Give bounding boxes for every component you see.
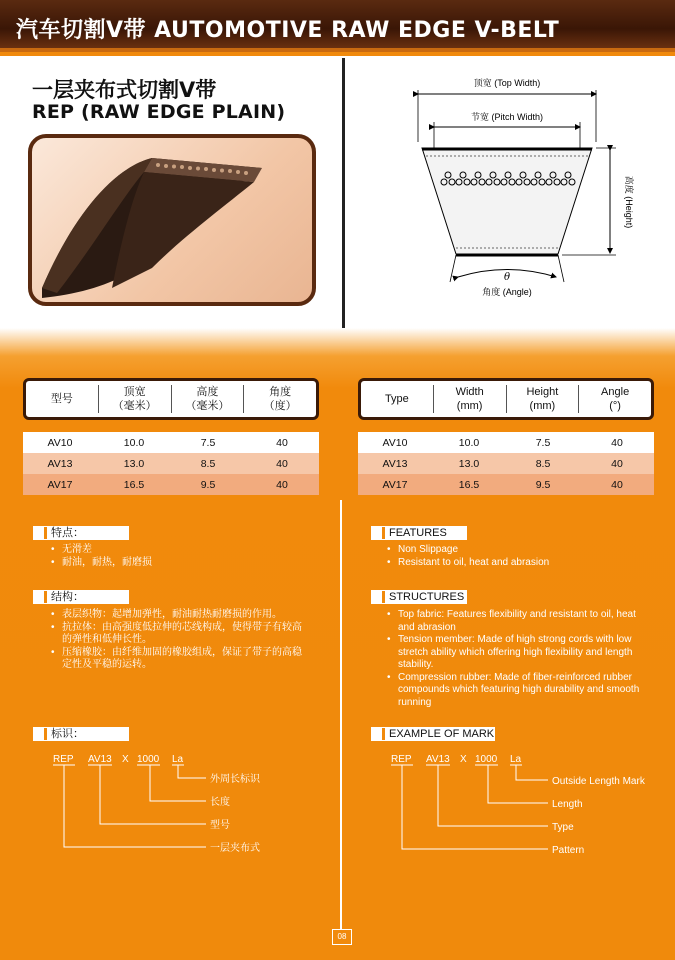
header-cell: Width (mm) (433, 385, 506, 413)
legend-item: 型号 (210, 820, 230, 831)
structures-list-cn (48, 609, 310, 672)
list-item: • 耐油，耐热，耐磨损 (48, 557, 328, 570)
mark-diagram-en (378, 748, 668, 858)
angle-symbol: θ (503, 272, 511, 283)
structures-label-en: STRUCTURES (371, 590, 467, 604)
legend-item: 外周长标识 (210, 774, 260, 785)
page-header (0, 0, 675, 52)
mark-label-en: EXAMPLE OF MARK (371, 727, 495, 741)
list-item: • 抗拉体：由高强度低拉伸的芯线构成，使得带子有较高的弹性和低伸长性。 (48, 622, 310, 647)
column-divider (340, 500, 342, 940)
belt-cross-section-diagram (400, 72, 640, 304)
code-x: X (460, 754, 467, 765)
legend-item: Outside Length Mark (552, 776, 645, 787)
features-list-cn (48, 544, 328, 569)
belt-photo (28, 134, 316, 306)
code-la: La (172, 754, 184, 765)
height-label: 高度 (Height) (624, 175, 634, 229)
mark-label-cn: 标识： (33, 727, 129, 741)
list-item: • Top fabric: Features flexibility and resistant to oil, heat and abrasion (384, 609, 654, 634)
list-item: • 压缩橡胶：由纤维加固的橡胶组成，保证了带子的高稳定性及平稳的运转。 (48, 647, 310, 672)
table-row: AV10 10.0 7.5 40 (23, 432, 319, 453)
divider-line (342, 58, 345, 328)
product-title-en: REP (RAW EDGE PLAIN) (32, 101, 286, 123)
list-item: • Tension member: Made of high strong cords with low stretch ability which offering high flexibility and length stability. (384, 634, 654, 672)
table-row: AV10 10.0 7.5 40 (358, 432, 654, 453)
features-label-en: FEATURES (371, 526, 467, 540)
header-cell: Angle (°) (578, 385, 651, 413)
mark-diagram-cn (40, 748, 300, 858)
list-item: • 表层织物：起增加弹性，耐油耐热耐磨损的作用。 (48, 609, 310, 622)
spec-table-cn (23, 378, 319, 495)
list-item: • Non Slippage (384, 544, 654, 557)
code-type: AV13 (88, 754, 112, 765)
product-title-cn: 一层夹布式切割V带 (32, 78, 217, 102)
page-number: 08 (332, 929, 352, 945)
top-width-label: 顶宽 (Top Width) (473, 78, 541, 88)
table-header (358, 378, 654, 420)
belt-illustration (32, 138, 312, 302)
code-type: AV13 (426, 754, 450, 765)
angle-label: 角度 (Angle) (482, 287, 532, 297)
legend-item: Type (552, 822, 574, 833)
legend-item: Length (552, 799, 583, 810)
header-cell: 顶宽 （毫米） (98, 385, 171, 413)
legend-item: 一层夹布式 (210, 843, 260, 854)
code-x: X (122, 754, 129, 765)
code-la: La (510, 754, 522, 765)
code-rep: REP (391, 754, 412, 765)
list-item: • 无滑差 (48, 544, 328, 557)
spec-table-en (358, 378, 654, 495)
table-header (23, 378, 319, 420)
code-rep: REP (53, 754, 74, 765)
header-cell: 型号 (50, 393, 73, 405)
structures-list-en (384, 609, 654, 709)
header-title: 汽车切割V带 AUTOMOTIVE RAW EDGE V-BELT (16, 18, 560, 43)
table-row: AV13 13.0 8.5 40 (358, 453, 654, 474)
table-row: AV17 16.5 9.5 40 (358, 474, 654, 495)
structures-label-cn: 结构： (33, 590, 129, 604)
header-cell: Height (mm) (506, 385, 579, 413)
features-list-en (384, 544, 654, 569)
header-cell: Type (384, 393, 409, 405)
header-cell: 角度 （度） (243, 385, 316, 413)
code-length: 1000 (475, 754, 498, 765)
features-label-cn: 特点： (33, 526, 129, 540)
list-item: • Resistant to oil, heat and abrasion (384, 557, 654, 570)
table-row: AV13 13.0 8.5 40 (23, 453, 319, 474)
list-item: • Compression rubber: Made of fiber-reinforced rubber compounds which featuring high durability and smooth running (384, 672, 654, 710)
legend-item: Pattern (552, 845, 585, 856)
pitch-width-label: 节宽 (Pitch Width) (470, 112, 544, 122)
table-row: AV17 16.5 9.5 40 (23, 474, 319, 495)
header-cell: 高度 （毫米） (171, 385, 244, 413)
legend-item: 长度 (210, 797, 230, 808)
code-length: 1000 (137, 754, 160, 765)
